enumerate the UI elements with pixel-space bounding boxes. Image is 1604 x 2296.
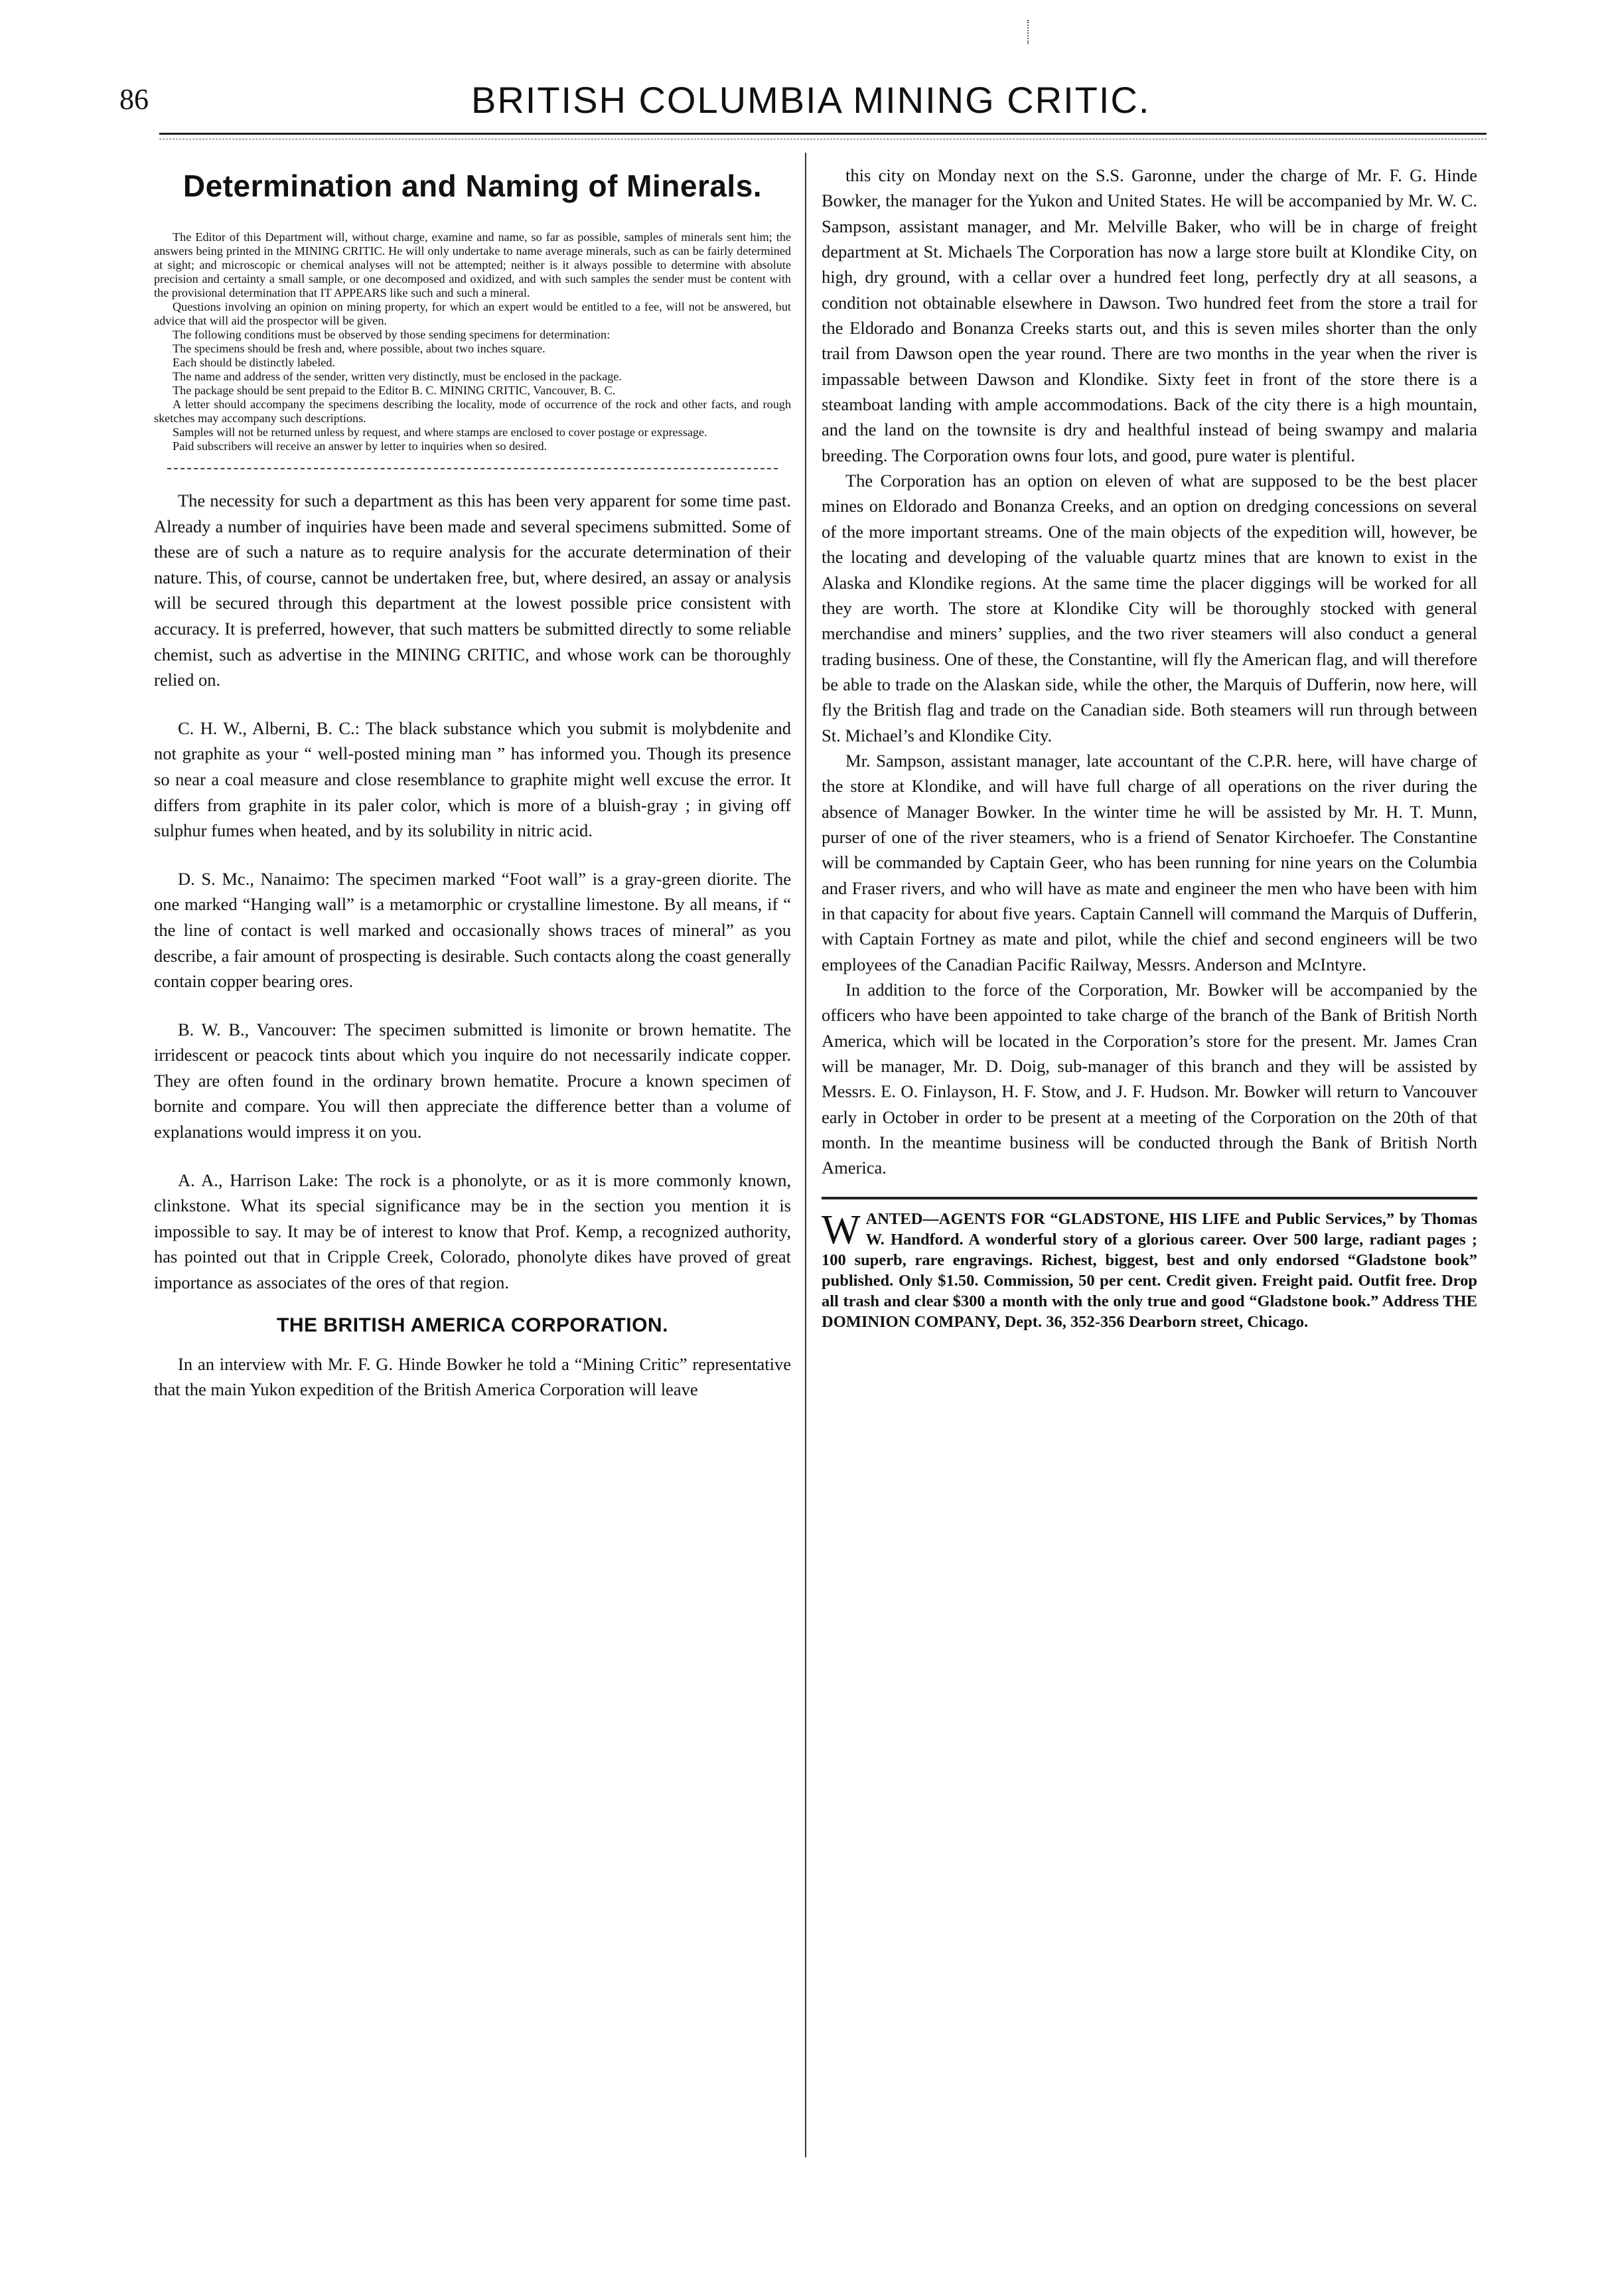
stray-ink-mark <box>1027 20 1031 44</box>
notice-paragraph: The Editor of this Department will, without charge, examine and name, so far as possible, samples of minerals sent him; the answers being printed in the MINING CRITIC. He will only undertake to name average minerals, such as can be fairly determined at sight; and microscopic or chemical analyses will not be attempted; neither is it always possible to determine with absolute precision and certainty a small sample, or one decomposed and oxidized, and with such samples the sender must be content with the provisional determination that IT APPEARS like such and such a mineral. <box>154 230 791 299</box>
drop-cap: W <box>822 1207 861 1253</box>
article-paragraph: In addition to the force of the Corporation, Mr. Bowker will be accompanied by the officers who have been appointed to take charge of the branch of the Bank of British North America, which will be located in the Corporation’s store for the present. Mr. James Cran will be manager, Mr. D. Doig, sub-manager of this branch and they will be assisted by Messrs. E. O. Finlayson, H. F. Stow, and J. F. Hudson. Mr. Bowker will return to Vancouver early in October in order to be present at a meeting of the Corporation on the 20th of that month. In the meantime business will be conducted through the Bank of British North America. <box>822 980 1477 1178</box>
notice-paragraph: Samples will not be returned unless by request, and where stamps are enclosed to cover postage or expressage. <box>173 425 707 439</box>
answer-paragraph: D. S. Mc., Nanaimo: The specimen marked “Foot wall” is a gray-green diorite. The one marked “Hanging wall” is a metamorphic or crystalline limestone. By all means, if “ the line of contact is well marked and occasionally shows traces of mineral” as you describe, a fair amount of prospecting is desirable. Such contacts along the coast generally contain copper bearing ores. <box>154 868 791 992</box>
notice-paragraph: The following conditions must be observed by those sending specimens for determination: <box>173 328 611 341</box>
answer-paragraph: B. W. B., Vancouver: The specimen submitted is limonite or brown hematite. The irridescent or peacock tints about which you inquire do not necessarily indicate copper. They are often found in the ordinary brown hematite. Procure a known specimen of bornite and compare. You will then appreciate the difference better than a volume of explanations would impress it on you. <box>154 1019 791 1142</box>
page-number: 86 <box>119 83 149 115</box>
intro-paragraph: The necessity for such a department as this has been very apparent for some time past. Already a number of inquiries have been made and several specimens submitted. Some of these are of such a nature as to require analysis for the accurate determination of their nature. This, of course, cannot be undertaken free, but, where desired, an assay or analysis will be secured through this department at the lowest possible price consistent with accuracy. It is preferred, however, that such matters be submitted directly to some reliable chemist, such as advertise in the MINING CRITIC, and whose work can be thoroughly relied on. <box>154 491 791 690</box>
right-body <box>822 163 1477 1181</box>
answer-paragraph: A. A., Harrison Lake: The rock is a phonolyte, or as it is more commonly known, clinkstone. What its special significance may be in the section you mention it is impossible to say. It may be of interest to know that Prof. Kemp, a recognized authority, has pointed out that in Cripple Creek, Colorado, phonolyte dikes have proved of great importance as associates of the ores of that region. <box>154 1170 791 1293</box>
article-paragraph: The Corporation has an option on eleven of what are supposed to be the best placer mines on Eldorado and Bonanza Creeks, and an option on dredging concessions on several of the more important streams. One of the main objects of the expedition will, however, be the locating and developing of the valuable quartz mines that are known to exist in the Alaska and Klondike regions. At the same time the placer diggings will be worked for all they are worth. The store at Klondike City will be thoroughly stocked with general merchandise and miners’ supplies, and the two river steamers will also conduct a general trading business. One of these, the Constantine, will fly the American flag, and will therefore be able to trade on the Alaskan side, while the other, the Marquis of Dufferin, now here, will fly the British flag and trade on the Canadian side. Both steamers will run through between St. Michael’s and Klondike City. <box>822 471 1477 745</box>
department-notice <box>154 230 791 453</box>
section-divider <box>167 468 778 469</box>
notice-paragraph: Paid subscribers will receive an answer by letter to inquiries when so desired. <box>173 439 547 453</box>
running-head: BRITISH COLUMBIA MINING CRITIC. <box>471 79 1151 121</box>
header-rule <box>159 133 1487 139</box>
column-divider <box>805 153 806 2157</box>
article-paragraph: Mr. Sampson, assistant manager, late accountant of the C.P.R. here, will have charge of the store at Klondike, and will have full charge of all operations on the river during the absence of Manager Bowker. In the winter time he will be assisted by Mr. H. T. Munn, purser of one of the river steamers, who is a friend of Senator Kirchoefer. The Constantine will be commanded by Captain Geer, who has been running for nine years on the Columbia and Fraser rivers, and who will have as mate and engineer the men who have been with him in that capacity for about five years. Captain Cannell will command the Marquis of Dufferin, with Captain Fortney as mate and pilot, while the chief and second engineers will be two employees of the Canadian Pacific Railway, Messrs. Anderson and McIntyre. <box>822 750 1477 974</box>
notice-paragraph: The package should be sent prepaid to the Editor B. C. MINING CRITIC, Vancouver, B. C. <box>173 384 616 397</box>
right-column <box>822 163 1477 1332</box>
article-title: THE BRITISH AMERICA CORPORATION. <box>277 1314 668 1336</box>
advertisement-rule <box>822 1197 1477 1199</box>
notice-paragraph: A letter should accompany the specimens describing the locality, mode of occurrence of the rock and other facts, and rough sketches may accompany such descriptions. <box>154 398 791 425</box>
notice-paragraph: Questions involving an opinion on mining property, for which an expert would be entitled to a fee, will not be answered, but advice that will aid the prospector will be given. <box>154 300 791 327</box>
notice-paragraph: The specimens should be fresh and, where possible, about two inches square. <box>173 342 546 355</box>
answer-paragraph: C. H. W., Alberni, B. C.: The black substance which you submit is molybdenite and not graphite as your “ well-posted mining man ” has informed you. Though its presence so near a coal measure and close resemblance to graphite might well excuse the error. It differs from graphite in its paler color, which is more of a bluish-gray ; in giving off sulphur fumes when heated, and by its solubility in nitric acid. <box>154 718 791 841</box>
article-paragraph: this city on Monday next on the S.S. Garonne, under the charge of Mr. F. G. Hinde Bowker, the manager for the Yukon and United States. He will be accompanied by Mr. W. C. Sampson, assistant manager, and Mr. Melville Baker, who will be in charge of freight department at St. Michaels The Corporation has now a large store built at Klondike City, on high, dry ground, with a cellar over a hundred feet long, perfectly dry at all seasons, a condition not obtainable elsewhere in Dawson. Two hundred feet from the store a trail for the Eldorado and Bonanza Creeks starts out, and this is seven miles shorter than the only trail from Dawson open the year round. There are two months in the year when the river is impassable between Dawson and Klondike. Sixty feet in front of the store there is a steamboat landing with ample accommodations. Back of the city there is a high mountain, and the land on the townsite is dry and healthful instead of being swampy and malaria breeding. The Corporation owns four lots, and good, pure water is plentiful. <box>822 165 1477 465</box>
notice-paragraph: Each should be distinctly labeled. <box>173 356 335 369</box>
notice-paragraph: The name and address of the sender, written very distinctly, must be enclosed in the package. <box>173 370 622 383</box>
left-column <box>154 163 791 1403</box>
left-body <box>154 488 791 1403</box>
page-header <box>119 73 1487 133</box>
article-paragraph: In an interview with Mr. F. G. Hinde Bowker he told a “Mining Critic” representative that the main Yukon expedition of the British America Corporation will leave <box>154 1353 791 1400</box>
department-title: Determination and Naming of Minerals. <box>182 169 763 203</box>
advertisement <box>822 1209 1477 1332</box>
advertisement-text: ANTED—AGENTS FOR “GLADSTONE, HIS LIFE and Public Services,” by Thomas W. Handford. A wonderful story of a glorious career. Over 500 large, radiant pages ; 100 superb, rare engravings. Richest, biggest, best and only endorsed “Gladstone book” published. Only $1.50. Commission, 50 per cent. Credit given. Freight paid. Outfit free. Drop all trash and clear $300 a month with the only true and good “Gladstone book.” Address THE DOMINION COMPANY, Dept. 36, 352-356 Dearborn street, Chicago. <box>822 1209 1477 1331</box>
